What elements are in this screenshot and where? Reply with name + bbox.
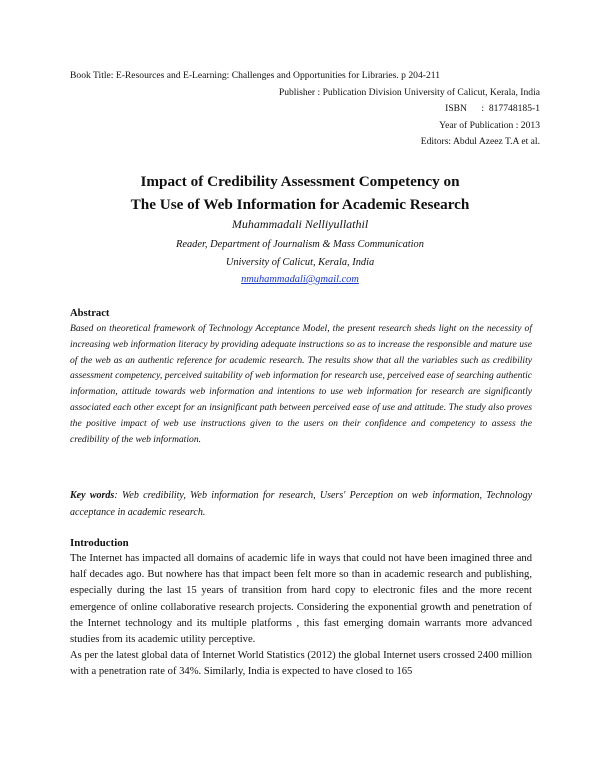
- paper-title: [0, 170, 600, 216]
- affiliation-line-1: Reader, Department of Journalism & Mass Communication: [176, 239, 424, 250]
- publisher-line: Publisher : Publication Division University of Calicut, Kerala, India: [278, 86, 540, 98]
- abstract-heading: Abstract: [70, 308, 110, 319]
- keywords-section: [70, 488, 532, 521]
- introduction-paragraph-1: The Internet has impacted all domains of academic life in ways that could not have been imagined three and half decades ago. But nowhere has that impact been felt more so than in academic research and publishing, especially during the last 15 years of transition from hard copy to electronic files and the more recent emergence of online collaborative research projects. Considering the exponential growth and penetration of the Internet technology and its multiple platforms , this fast emerging domain warrants more advanced studies from its academic utility perceptive.: [70, 553, 532, 646]
- author-name: Muhammadali Nelliyullathil: [231, 217, 369, 231]
- author-email-link[interactable]: nmuhammadali@gmail.com: [241, 274, 359, 285]
- keywords-text: : Web credibility, Web information for research, Users' Perception on web information, Technology acceptance in academic research.: [70, 490, 533, 518]
- book-info-header: [70, 68, 540, 151]
- keywords-label: Key words: [70, 490, 115, 501]
- introduction-section: [70, 536, 532, 681]
- abstract-section: [70, 306, 532, 447]
- introduction-paragraph-2: As per the latest global data of Internet World Statistics (2012) the global Internet users crossed 2400 million with a penetration rate of 34%. Similarly, India is expected to have closed to 165: [70, 650, 532, 678]
- isbn-line: ISBN : 817748185-1: [445, 103, 540, 114]
- book-title-line: Book Title: E-Resources and E-Learning: Challenges and Opportunities for Libraries. p 204-211: [70, 70, 440, 81]
- paper-title-line-2: The Use of Web Information for Academic Research: [130, 196, 470, 213]
- year-line: Year of Publication : 2013: [439, 119, 540, 131]
- editors-line: Editors: Abdul Azeez T.A et al.: [420, 136, 540, 147]
- abstract-text: Based on theoretical framework of Technology Acceptance Model, the present research sheds light on the necessity of increasing web information literacy by providing adequate instructions so as to increase the responsible and mature use of the web as an authentic reference for academic research. The results show that all the variables such as credibility assessment competency, perceived suitability of web information for research use, perceived ease of searching authentic information, attitude towards web information and intentions to use web information for research are significantly associated each other except for an insignificant path between perceived ease of use and attitude. The study also proves the positive impact of web use instructions given to the users on their confidence and competency to assess the credibility of the web information.: [70, 323, 532, 445]
- author-affiliation: [0, 236, 600, 289]
- introduction-heading: Introduction: [70, 537, 129, 549]
- affiliation-line-2: University of Calicut, Kerala, India: [225, 256, 375, 268]
- paper-title-line-1: Impact of Credibility Assessment Competency on: [140, 173, 460, 190]
